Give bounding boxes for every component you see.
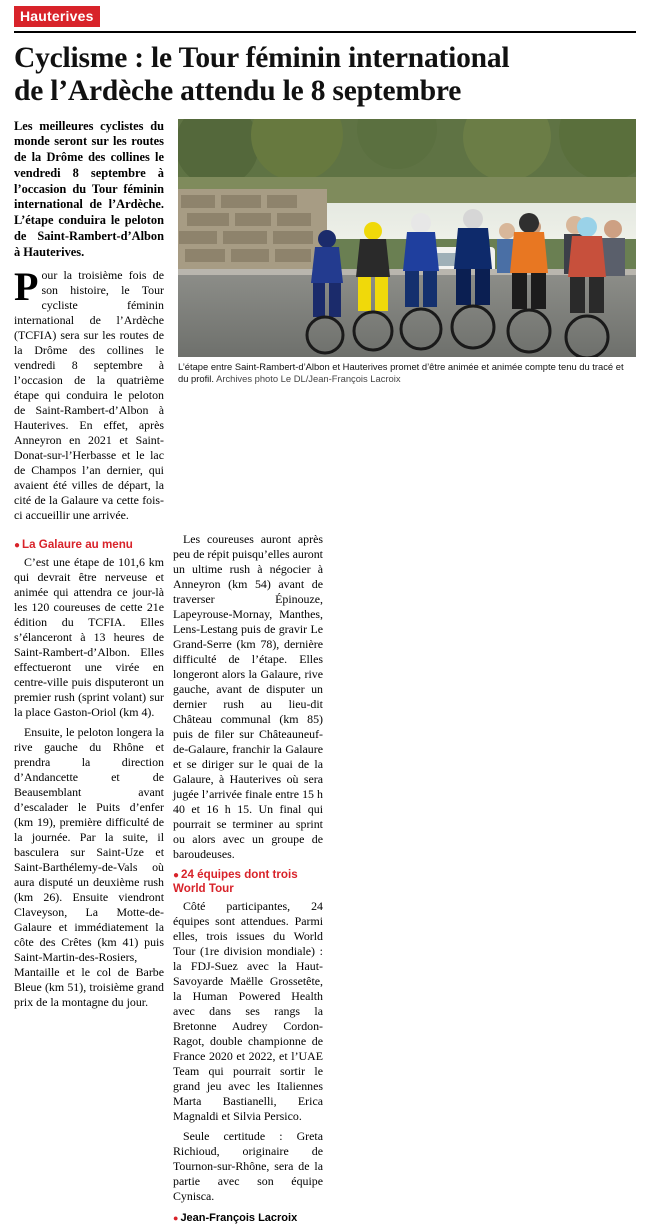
photo-credit: Archives photo Le DL/Jean-François Lacroix [216,372,401,384]
photo-caption [178,361,636,385]
body-columns [14,532,636,1224]
photo-caption-text: L’étape entre Saint-Rambert-d’Albon et Hauterives promet d’être animée et animée compte tenu du tracé et du profil. [178,360,624,384]
paragraph-2-1: Les coureuses auront après peu de répit puisqu’elles auront un ultime rush à négocier à Anneyron (km 54) avant de traverser Épinouze, Lapeyrouse-Mornay, Manthes, Lens-Lestang puis de gravir Le Grand-Serre (km 78), dernière difficulté de l’étape. Elles longeront alors la Galaure, rive gauche, avant de disputer un dernier rush au lieu-dit Château communal (km 85) puis de filer sur Châteauneuf-de-Galaure, franchir la Galaure et se diriger sur le quai de la Galaure, à Hauterives où sera jugée l’arrivée finale entre 15 h 40 et 16 h 15. Un final qui pourrait se terminer au sprint ou alors avec un groupe de baroudeuses. [173,532,323,862]
photo-column [174,119,636,524]
photo-illustration [178,119,636,357]
column-2 [173,532,323,1224]
bullet-icon: ● [173,870,180,882]
section-heading-teams-line2: World Tour [173,882,234,896]
top-zone [14,119,636,524]
paragraph-2-2: Côté participantes, 24 équipes sont attendues. Parmi elles, trois issues du World Tour (1re division mondiale) : la FDJ-Suez avec la Haut-Savoyarde Maëlle Grossetête, la Human Powered Health avec dans ses rangs la Bretonne Audrey Cordon-Ragot, double championne de France 2020 et 2022, et l’UAE Team qui pourrait sortir le grand jeu avec les Italiennes Marta Bastianelli, Erica Magnaldi et Silvia Persico. [173,899,323,1124]
headline-line-2: de l’Ardèche attendu le 8 septembre [14,75,462,108]
kicker-rule [14,31,636,33]
column-1 [14,532,164,1224]
paragraph-1-2: Ensuite, le peloton longera la rive gauche du Rhône et prendra la direction d’Andancette et de Beausemblant avant d’escalader le Puits d’enfer (km 19), première difficulté de la journée. Par la suite, il basculera sur Saint-Uze et Saint-Barthélemy-de-Vals où aura disputé un deuxième rush (km 26). Ensuite viendront Claveyson, La Motte-de-Galaure et immédiatement la côte des Crêtes (km 41) puis Saint-Martin-des-Rosiers, Mantaille et le col de Barbe Bleue (km 51), troisième grand prix de la montagne du jour. [14,725,164,1010]
paragraph-2-3: Seule certitude : Greta Richioud, originaire de Tournon-sur-Rhône, sera de la partie avec son équipe Cynisca. [173,1129,323,1204]
article-photo [178,119,636,357]
section-heading-galaure-text: La Galaure au menu [22,538,133,552]
bullet-icon: ● [14,540,21,552]
section-heading-teams [173,868,323,896]
section-heading-teams-line1: 24 équipes dont trois [181,868,298,882]
kicker-area [14,0,636,33]
byline [173,1212,323,1224]
headline-line-1: Cyclisme : le Tour féminin international [14,42,510,74]
bullet-icon: ● [173,1213,179,1224]
page-title [14,42,636,109]
byline-name: Jean-François Lacroix [180,1212,298,1224]
section-heading-galaure [14,538,164,552]
drop-cap: P [14,264,39,310]
lead-column [14,119,174,524]
lead-paragraph-text: our la troisième fois de son histoire, le Tour cycliste féminin international de l’Ardèche (TCFIA) sera sur les routes de la Drôme des collines le vendredi 8 septembre à l’occasion de la quatrième étape qui conduira le peloton de Saint-Rambert-d’Albon à Hauterives. En effet, après Anneyron en 2021 et Saint-Donat-sur-l’Herbasse et le lac de Champos l’an dernier, qui avaient été villes de départ, la cité de la Galaure va cette fois-ci accueillir une arrivée. [14,268,164,523]
paragraph-1-1: C’est une étape de 101,6 km qui devrait être nerveuse et animée qui attendra ce jour-là les 120 coureuses de cette 21e édition du TCFIA. Elles s’élanceront à 13 heures de Saint-Rambert-d’Albon. Elles effectueront une virée en centre-ville puis disputeront un premier rush (sprint volant) sur la place Gaston-Oriol (km 4). [14,555,164,720]
kicker-label: Hauterives [14,6,100,27]
standfirst: Les meilleures cyclistes du monde seront sur les routes de la Drôme des collines le vendredi 8 septembre à l’occasion du Tour féminin international de l’Ardèche. L’étape conduira le peloton de Saint-Rambert-d’Albon à Hauterives. [14,118,164,259]
lead-paragraph [14,264,164,523]
